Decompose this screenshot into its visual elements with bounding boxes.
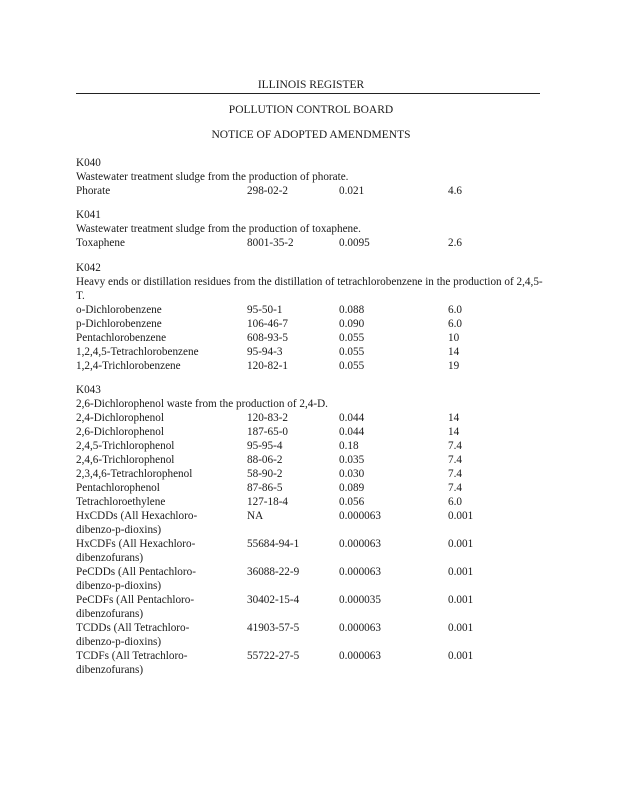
wastewater-standard: 0.021 (339, 185, 365, 197)
nonwastewater-standard: 6.0 (448, 496, 462, 508)
cas-number: 55722-27-5 (247, 650, 300, 662)
cas-number: 95-50-1 (247, 304, 283, 316)
constituent-name-line1: TCDDs (All Tetrachloro- (76, 622, 190, 634)
nonwastewater-standard: 10 (448, 332, 460, 344)
section-k040 (76, 156, 546, 198)
waste-description: 2,6-Dichlorophenol waste from the production of 2,4-D. (76, 398, 328, 410)
section-k043 (76, 383, 546, 677)
constituent-name (76, 593, 241, 621)
table-row (76, 303, 546, 317)
table-row (76, 236, 546, 250)
wastewater-standard: 0.056 (339, 496, 365, 508)
wastewater-standard: 0.030 (339, 468, 365, 480)
wastewater-standard: 0.000063 (339, 538, 381, 550)
wastewater-standard: 0.055 (339, 346, 365, 358)
nonwastewater-standard: 7.4 (448, 482, 462, 494)
constituent-name (76, 649, 241, 677)
waste-code: K043 (76, 384, 101, 396)
section-k042 (76, 261, 546, 373)
constituent-name-line1: PeCDFs (All Pentachloro- (76, 594, 195, 606)
cas-number: 95-95-4 (247, 440, 283, 452)
table-row (76, 509, 546, 537)
wastewater-standard: 0.000063 (339, 566, 381, 578)
wastewater-standard: 0.000063 (339, 650, 381, 662)
nonwastewater-standard: 0.001 (448, 566, 474, 578)
cas-number: 41903-57-5 (247, 622, 300, 634)
constituent-name-line1: PeCDDs (All Pentachloro- (76, 566, 196, 578)
cas-number: 36088-22-9 (247, 566, 300, 578)
waste-code: K040 (76, 157, 101, 169)
nonwastewater-standard: 0.001 (448, 650, 474, 662)
table-row (76, 331, 546, 345)
cas-number: 608-93-5 (247, 332, 289, 344)
header-rule (76, 93, 540, 94)
table-row (76, 317, 546, 331)
table-row (76, 184, 546, 198)
constituent-name: 1,2,4,5-Tetrachlorobenzene (76, 346, 199, 358)
constituent-name-line2: dibenzofurans) (76, 608, 144, 620)
table-row (76, 467, 546, 481)
constituent-name-line2: dibenzo-p-dioxins) (76, 524, 162, 536)
table-row (76, 593, 546, 621)
table-row (76, 425, 546, 439)
nonwastewater-standard: 2.6 (448, 237, 462, 249)
nonwastewater-standard: 6.0 (448, 318, 462, 330)
constituent-name (76, 565, 241, 593)
nonwastewater-standard: 0.001 (448, 538, 474, 550)
constituent-name-line1: HxCDDs (All Hexachloro- (76, 510, 198, 522)
wastewater-standard: 0.089 (339, 482, 365, 494)
wastewater-standard: 0.055 (339, 360, 365, 372)
constituent-name: Tetrachloroethylene (76, 496, 166, 508)
nonwastewater-standard: 14 (448, 346, 460, 358)
cas-number: NA (247, 510, 264, 522)
cas-number: 187-65-0 (247, 426, 289, 438)
nonwastewater-standard: 7.4 (448, 454, 462, 466)
register-title: ILLINOIS REGISTER (257, 79, 365, 91)
cas-number: 298-02-2 (247, 185, 289, 197)
nonwastewater-standard: 6.0 (448, 304, 462, 316)
constituent-name-line1: TCDFs (All Tetrachloro- (76, 650, 188, 662)
wastewater-standard: 0.000063 (339, 622, 381, 634)
constituent-name: p-Dichlorobenzene (76, 318, 162, 330)
table-row (76, 411, 546, 425)
wastewater-standard: 0.055 (339, 332, 365, 344)
nonwastewater-standard: 7.4 (448, 468, 462, 480)
cas-number: 120-82-1 (247, 360, 289, 372)
table-row (76, 537, 546, 565)
table-row (76, 439, 546, 453)
nonwastewater-standard: 19 (448, 360, 460, 372)
constituent-name: o-Dichlorobenzene (76, 304, 162, 316)
wastewater-standard: 0.0095 (339, 237, 370, 249)
cas-number: 8001-35-2 (247, 237, 294, 249)
wastewater-standard: 0.044 (339, 412, 365, 424)
waste-description: Heavy ends or distillation residues from the distillation of tetrachlorobenzene in the production of 2,4,5-T. (76, 276, 543, 302)
board-title: POLLUTION CONTROL BOARD (228, 104, 394, 116)
table-row (76, 649, 546, 677)
constituent-name-line1: HxCDFs (All Hexachloro- (76, 538, 196, 550)
nonwastewater-standard: 14 (448, 412, 460, 424)
wastewater-standard: 0.088 (339, 304, 365, 316)
constituent-name: Phorate (76, 185, 111, 197)
nonwastewater-standard: 7.4 (448, 440, 462, 452)
nonwastewater-standard: 0.001 (448, 510, 474, 522)
constituent-name: 2,6-Dichlorophenol (76, 426, 164, 438)
waste-description: Wastewater treatment sludge from the production of phorate. (76, 171, 349, 183)
cas-number: 95-94-3 (247, 346, 283, 358)
table-row (76, 481, 546, 495)
constituent-name-line2: dibenzofurans) (76, 664, 144, 676)
constituent-name: 2,4-Dichlorophenol (76, 412, 164, 424)
cas-number: 55684-94-1 (247, 538, 300, 550)
wastewater-standard: 0.000063 (339, 510, 381, 522)
constituent-name-line2: dibenzofurans) (76, 552, 144, 564)
table-row (76, 359, 546, 373)
cas-number: 88-06-2 (247, 454, 283, 466)
constituent-name: 2,4,6-Trichlorophenol (76, 454, 175, 466)
cas-number: 58-90-2 (247, 468, 283, 480)
wastewater-standard: 0.18 (339, 440, 359, 452)
cas-number: 106-46-7 (247, 318, 289, 330)
section-k041 (76, 208, 546, 250)
notice-title: NOTICE OF ADOPTED AMENDMENTS (211, 129, 411, 141)
constituent-name (76, 621, 241, 649)
cas-number: 87-86-5 (247, 482, 283, 494)
table-row (76, 345, 546, 359)
nonwastewater-standard: 0.001 (448, 594, 474, 606)
waste-code: K042 (76, 262, 101, 274)
table-row (76, 621, 546, 649)
constituent-name-line2: dibenzo-p-dioxins) (76, 580, 162, 592)
table-row (76, 453, 546, 467)
cas-number: 30402-15-4 (247, 594, 300, 606)
wastewater-standard: 0.044 (339, 426, 365, 438)
constituent-name: 2,3,4,6-Tetrachlorophenol (76, 468, 193, 480)
nonwastewater-standard: 0.001 (448, 622, 474, 634)
cas-number: 127-18-4 (247, 496, 289, 508)
constituent-name: Toxaphene (76, 237, 125, 249)
wastewater-standard: 0.000035 (339, 594, 381, 606)
constituent-name: 1,2,4-Trichlorobenzene (76, 360, 181, 372)
waste-description: Wastewater treatment sludge from the production of toxaphene. (76, 223, 361, 235)
table-row (76, 495, 546, 509)
waste-code: K041 (76, 209, 101, 221)
wastewater-standard: 0.090 (339, 318, 365, 330)
constituent-name (76, 509, 241, 537)
wastewater-standard: 0.035 (339, 454, 365, 466)
constituent-name (76, 537, 241, 565)
cas-number: 120-83-2 (247, 412, 289, 424)
nonwastewater-standard: 14 (448, 426, 460, 438)
nonwastewater-standard: 4.6 (448, 185, 462, 197)
constituent-name-line2: dibenzo-p-dioxins) (76, 636, 162, 648)
constituent-name: Pentachlorobenzene (76, 332, 167, 344)
table-row (76, 565, 546, 593)
constituent-name: Pentachlorophenol (76, 482, 160, 494)
constituent-name: 2,4,5-Trichlorophenol (76, 440, 175, 452)
